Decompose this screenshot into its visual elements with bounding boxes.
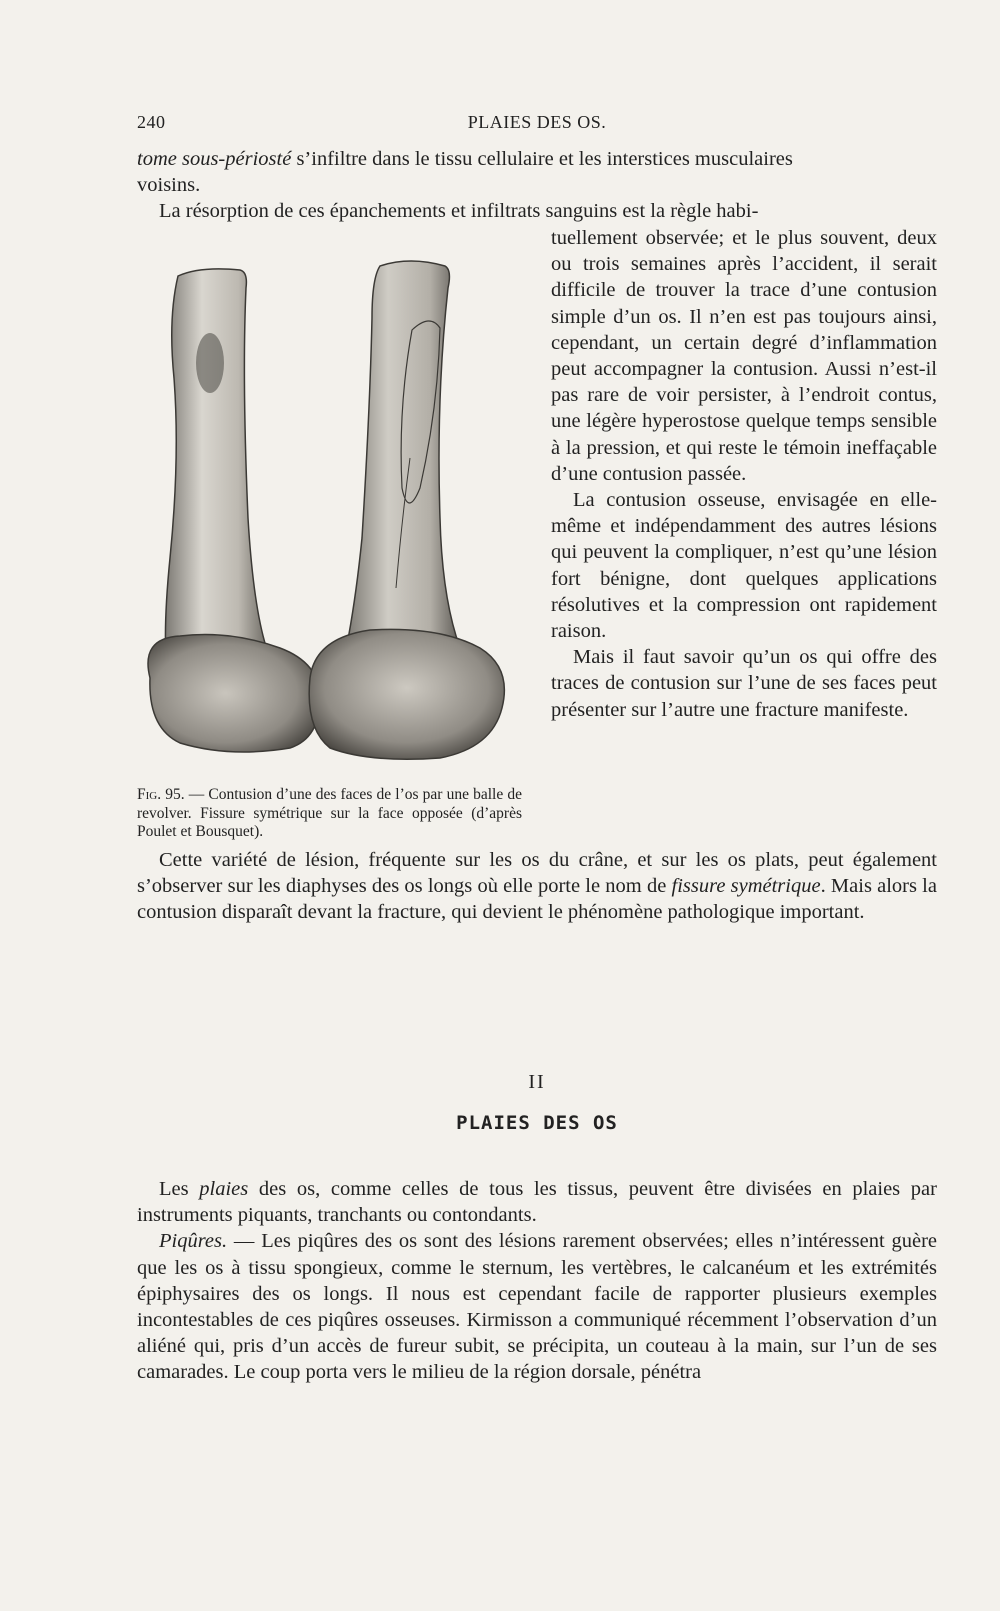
intro-italic: tome sous-périosté	[137, 148, 292, 170]
wrap-paragraph-2: La contusion osseuse, envisagée en elle-même et indépendamment des autres lésions qui peuvent la compliquer, n’est qu’une lésion fort bénigne, dont quelques applications résolutives et la compression ont rapidement raison.	[551, 489, 937, 643]
after-figure-text	[137, 847, 937, 926]
plaies-term: plaies	[199, 1178, 249, 1200]
figure-caption-text: — Contusion d’une des faces de l’os par une balle de revolver. Fissure symétrique sur la face opposée (d’après Poulet et Bousquet).	[137, 786, 522, 840]
page-header	[137, 112, 937, 142]
page-number: 240	[137, 112, 166, 132]
wrap-paragraph-1: tuellement observée; et le plus souvent, deux ou trois semaines après l’accident, il serait difficile de trouver la trace d’une contusion simple d’un os. Il n’en est pas toujours ainsi, cependant, un certain degré d’inflammation peut accompagner la contusion. Aussi n’est-il pas rare de voir persister, à l’endroit contus, une légère hyperostose quelque temps sensible à la pression, et qui reste le témoin ineffaçable d’une contusion passée.	[551, 227, 937, 485]
wrap-column	[551, 225, 937, 723]
section-number: II	[528, 1071, 546, 1093]
plaies-para-start: Les	[159, 1178, 200, 1200]
intro-line2: voisins.	[137, 174, 201, 197]
bone-illustration	[140, 258, 520, 778]
fissure-para-end: . Mais alors la contusion disparaît devant la fracture, qui devient le phénomène pathologique important.	[137, 875, 937, 924]
fissure-term: fissure symétrique	[671, 875, 821, 898]
figure-caption	[137, 786, 522, 842]
piqures-para: — Les piqûres des os sont des lésions rarement observées; elles n’intéressent guère que les os à tissu spongieux, comme le sternum, les vertèbres, le calcanéum et les extrémités épiphysaires des os longs. Il nous est cependant facile de rapporter plusieurs exemples incontestables de ces piqûres osseuses. Kirmisson a communiqué récemment l’observation d’un aliéné qui, pris d’un accès de fureur subit, se précipita, un couteau à la main, sur l’un de ses camarades. Le coup porta vers le milieu de la région dorsale, pénétra	[137, 1230, 937, 1384]
intro-line1: s’infiltre dans le tissu cellulaire et les interstices musculaires	[291, 148, 793, 170]
section-body	[137, 1176, 937, 1386]
plaies-para-end: des os, comme celles de tous les tissus, peuvent être divisées en plaies par instruments piquants, tranchants ou contondants.	[137, 1178, 937, 1227]
bone-drawing	[140, 258, 520, 778]
wrap-paragraph-3: Mais il faut savoir qu’un os qui offre des traces de contusion sur l’une de ses faces peut présenter sur l’autre une fracture manifeste.	[551, 646, 937, 721]
running-title: PLAIES DES OS.	[467, 112, 607, 132]
intro-text	[137, 146, 937, 225]
fissure-para-start: Cette variété de lésion, fréquente sur les os du crâne, et sur les os plats, peut également s’observer sur les diaphyses des os longs où elle porte le nom de	[137, 849, 937, 898]
section-title: PLAIES DES OS	[456, 1112, 618, 1134]
piqures-heading: Piqûres.	[159, 1230, 228, 1253]
para-resorption-first-line: La résorption de ces épanchements et infiltrats sanguins est la règle habi-	[159, 200, 759, 223]
figure-label: Fig. 95.	[137, 786, 185, 803]
